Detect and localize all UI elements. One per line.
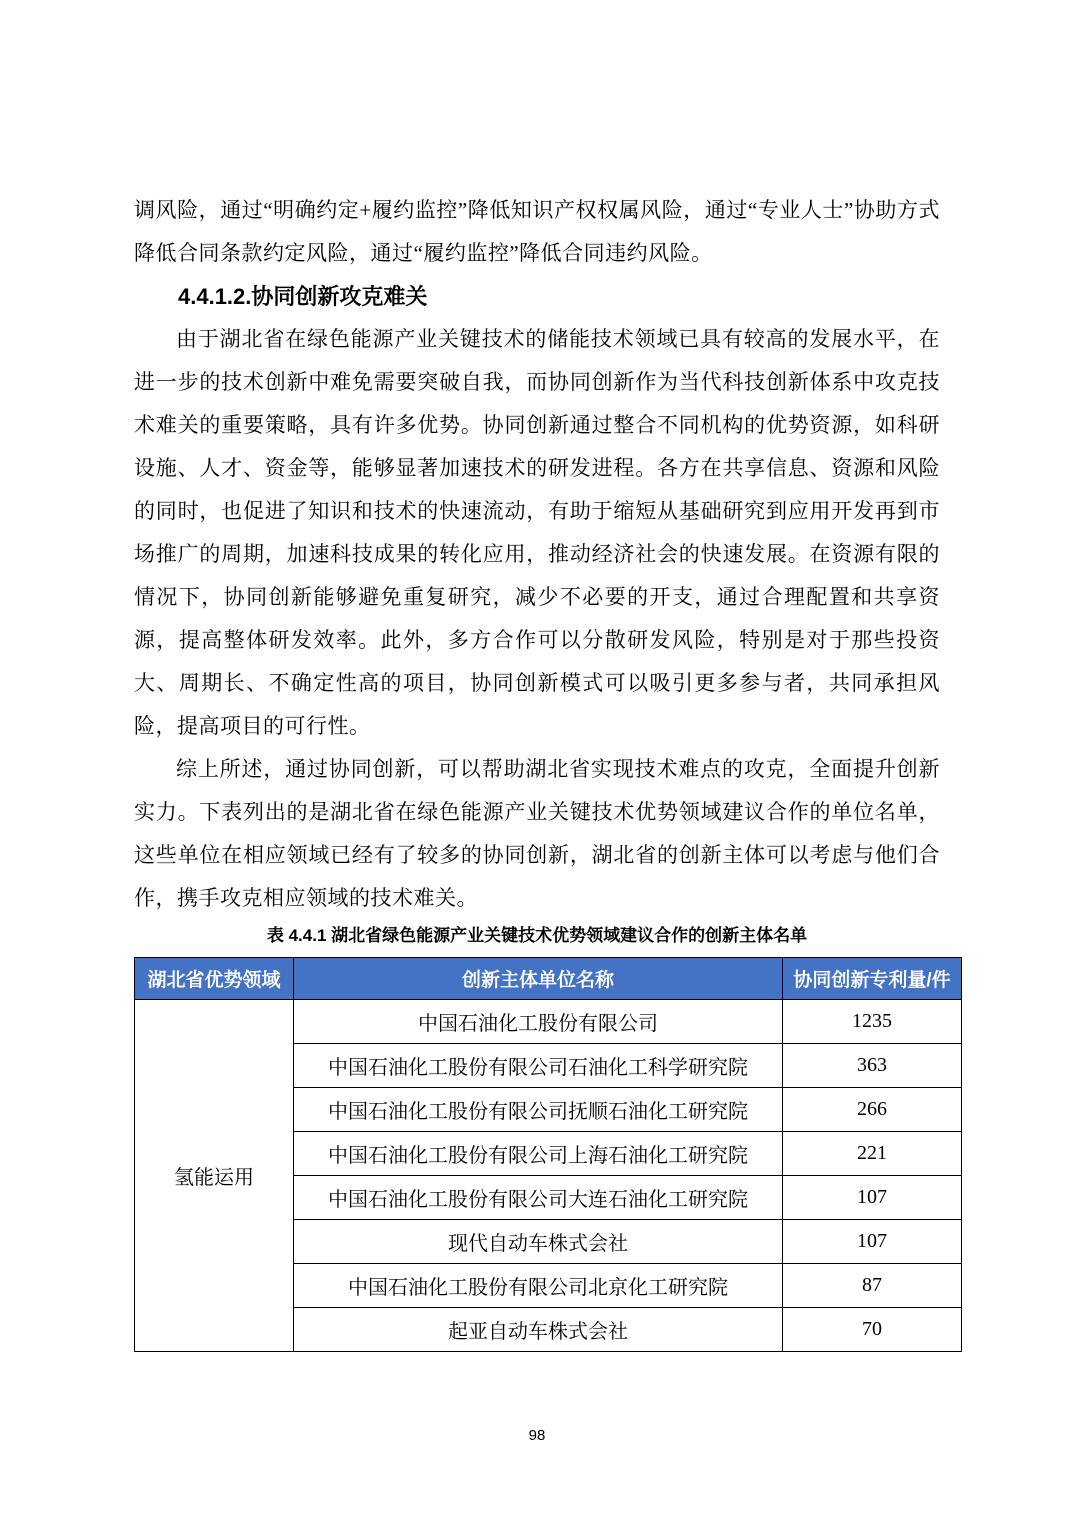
entity-cell: 中国石油化工股份有限公司大连石油化工研究院 <box>294 1176 783 1220</box>
innovation-partners-table <box>134 957 962 1352</box>
advantage-domain-cell: 氢能运用 <box>135 1000 294 1352</box>
table-header-row <box>135 958 962 1000</box>
patent-count-cell: 1235 <box>783 1000 962 1044</box>
entity-cell: 中国石油化工股份有限公司 <box>294 1000 783 1044</box>
entity-cell: 中国石油化工股份有限公司抚顺石油化工研究院 <box>294 1088 783 1132</box>
col-header-advantage-domain: 湖北省优势领域 <box>135 958 294 1000</box>
patent-count-cell: 70 <box>783 1308 962 1352</box>
patent-count-cell: 221 <box>783 1132 962 1176</box>
table-row <box>135 1000 962 1044</box>
paragraph-continuation: 调风险，通过“明确约定+履约监控”降低知识产权权属风险，通过“专业人士”协助方式降低合同条款约定风险，通过“履约监控”降低合同违约风险。 <box>134 198 940 265</box>
col-header-entity-name: 创新主体单位名称 <box>294 958 783 1000</box>
patent-count-cell: 107 <box>783 1220 962 1264</box>
patent-count-cell: 266 <box>783 1088 962 1132</box>
entity-cell: 现代自动车株式会社 <box>294 1220 783 1264</box>
entity-cell: 中国石油化工股份有限公司北京化工研究院 <box>294 1264 783 1308</box>
entity-cell: 中国石油化工股份有限公司上海石油化工研究院 <box>294 1132 783 1176</box>
paragraph-summary: 综上所述，通过协同创新，可以帮助湖北省实现技术难点的攻克，全面提升创新实力。下表列出的是湖北省在绿色能源产业关键技术优势领域建议合作的单位名单，这些单位在相应领域已经有了较多的协同创新，湖北省的创新主体可以考虑与他们合作，携手攻克相应领域的技术难关。 <box>134 757 940 910</box>
table-caption: 表 4.4.1 湖北省绿色能源产业关键技术优势领域建议合作的创新主体名单 <box>266 926 808 945</box>
paragraph-body: 由于湖北省在绿色能源产业关键技术的储能技术领域已具有较高的发展水平，在进一步的技术创新中难免需要突破自我，而协同创新作为当代科技创新体系中攻克技术难关的重要策略，具有许多优势。协同创新通过整合不同机构的优势资源，如科研设施、人才、资金等，能够显著加速技术的研发进程。各方在共享信息、资源和风险的同时，也促进了知识和技术的快速流动，有助于缩短从基础研究到应用开发再到市场推广的周期，加速科技成果的转化应用，推动经济社会的快速发展。在资源有限的情况下，协同创新能够避免重复研究，减少不必要的开支，通过合理配置和共享资源，提高整体研发效率。此外，多方合作可以分散研发风险，特别是对于那些投资大、周期长、不确定性高的项目，协同创新模式可以吸引更多参与者，共同承担风险，提高项目的可行性。 <box>134 327 940 738</box>
col-header-patent-count: 协同创新专利量/件 <box>783 958 962 1000</box>
patent-count-cell: 107 <box>783 1176 962 1220</box>
patent-count-cell: 363 <box>783 1044 962 1088</box>
entity-cell: 中国石油化工股份有限公司石油化工科学研究院 <box>294 1044 783 1088</box>
patent-count-cell: 87 <box>783 1264 962 1308</box>
section-heading: 4.4.1.2.协同创新攻克难关 <box>178 284 428 309</box>
entity-cell: 起亚自动车株式会社 <box>294 1308 783 1352</box>
page-content <box>134 189 951 1352</box>
page-number: 98 <box>528 1427 546 1444</box>
